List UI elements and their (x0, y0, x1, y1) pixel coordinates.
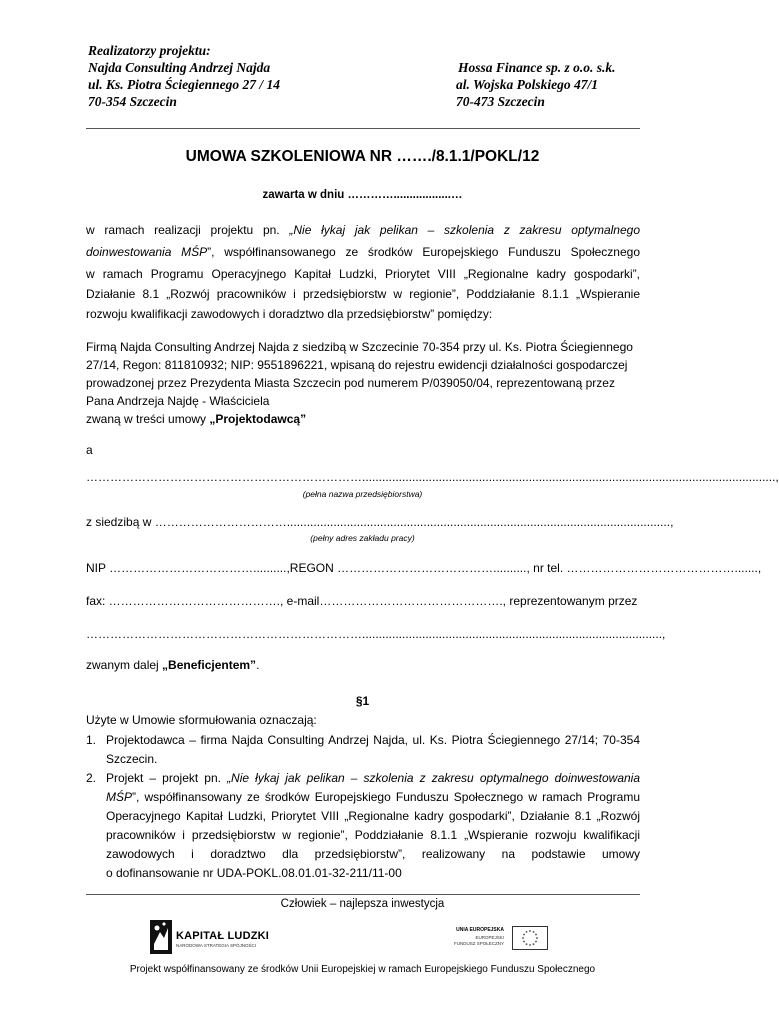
party1-line-2: 27/14, Regon: 811810932; NIP: 9551896221, wpisaną do rejestru ewidencji działalności gospodarczej (86, 358, 628, 372)
item-1-line-1: Projektodawca – firma Najda Consulting Andrzej Najda, ul. Ks. Piotra Ściegiennego 27/14; 70-354 (106, 733, 640, 747)
eu-subtitle-2: FUNDUSZ SPOŁECZNY (453, 941, 504, 946)
and-word: a (86, 443, 93, 457)
nip-regon-phone-field[interactable]: NIP ………………………………..........,REGON ………………………………….........., nr tel. ……………………………………......., (86, 561, 762, 575)
item-1-number: 1. (86, 733, 97, 747)
item-1-line-2: Szczecin. (106, 752, 158, 766)
document-title: UMOWA SZKOLENIOWA NR ……./8.1.1/POKL/12 (185, 148, 540, 165)
item-2-line-1: Projekt – projekt pn. „Nie łykaj jak pelikan – szkolenia z zakresu optymalnego doinwestowania (106, 771, 641, 785)
header-left-name: Najda Consulting Andrzej Najda (88, 60, 271, 75)
item-2-line-2: MŚP”, współfinansowany ze środków Europejskiego Funduszu Społecznego w ramach Programu (106, 790, 640, 804)
intro-line-1: w ramach realizacji projektu pn. „Nie łykaj jak pelikan – szkolenia z zakresu optymalnego (86, 223, 640, 237)
header-right-street: al. Wojska Polskiego 47/1 (456, 77, 599, 92)
footer-divider (86, 894, 640, 895)
footer-slogan: Człowiek – najlepsza inwestycja (280, 898, 445, 910)
kapital-ludzki-logo (148, 918, 288, 956)
kapital-ludzki-title: KAPITAŁ LUDZKI (176, 930, 270, 942)
party1-line-4: Pana Andrzeja Najdę - Właściciela (86, 394, 270, 408)
item-2-line-3: Operacyjnego Kapitał Ludzki, Priorytet VIII „Regionalne kadry gospodarki”, Działanie 8.1 „Rozwój (106, 809, 640, 823)
eu-flag-icon (512, 926, 548, 950)
header-right-city: 70-473 Szczecin (456, 94, 545, 109)
footer-cofinancing-note: Projekt współfinansowany ze środków Unii Europejskiej w ramach Europejskiego Funduszu Społecznego (129, 964, 596, 975)
header-left-street: ul. Ks. Piotra Ściegiennego 27 / 14 (88, 77, 281, 92)
item-2-line-4: pracowników i przedsiębiorstw w regionie”, Poddziałanie 8.1.1 „Wspieranie rozwoju kwalifikacji (106, 828, 640, 842)
kapital-ludzki-subtitle: NARODOWA STRATEGIA SPÓJNOŚCI (176, 943, 257, 948)
address-caption: (pełny adres zakładu pracy) (310, 533, 415, 543)
intro-line-5: rozwoju kwalifikacji zawodowych i doradztwo dla przedsiębiorstw” pomiędzy: (86, 307, 493, 321)
seat-field[interactable]: z siedzibą w ……………………………..................................................................................................................., (86, 515, 674, 529)
fax-email-field[interactable]: fax: ……………………………………., e-mail………………………………………., reprezentowanym przez (86, 594, 638, 608)
representative-field[interactable]: …………………………………………………………….........................................................................................., (86, 627, 666, 641)
intro-line-3: w ramach Programu Operacyjnego Kapitał Ludzki, Priorytet VIII „Regionalne kadry gospodarki”, (86, 267, 640, 281)
eu-subtitle-1: EUROPEJSKI (475, 935, 504, 940)
company-name-field[interactable]: ……………………………………………………………............................................................................................................................, (86, 470, 779, 484)
eu-title: UNIA EUROPEJSKA (456, 927, 504, 933)
kapital-ludzki-emblem-icon (150, 920, 172, 954)
item-2-line-6: o dofinansowanie nr UDA-POKL.08.01.01-32-211/11-00 (106, 866, 402, 880)
company-name-caption: (pełna nazwa przedsiębiorstwa) (302, 489, 423, 499)
section-intro: Użyte w Umowie sformułowania oznaczają: (86, 713, 317, 727)
item-2-line-5: zawodowych i doradztwo dla przedsiębiorstw”, realizowany na podstawie umowy (106, 847, 640, 861)
party1-line-3: prowadzonej przez Prezydenta Miasta Szczecin pod numerem P/039050/04, reprezentowaną przez (86, 376, 615, 390)
item-2-number: 2. (86, 771, 97, 785)
header-divider (86, 128, 640, 129)
intro-line-4: Działanie 8.1 „Rozwój pracowników i przedsiębiorstw w regionie”, Poddziałanie 8.1.1 „Wspieranie (86, 287, 640, 301)
header-right-name: Hossa Finance sp. z o.o. s.k. (458, 60, 616, 75)
eu-logo (446, 924, 550, 952)
intro-line-2: doinwestowania MŚP”, współfinansowanego ze środków Europejskiego Funduszu Społecznego (86, 245, 640, 259)
party1-line-5: zwaną w treści umowy „Projektodawcą” (86, 412, 307, 426)
section-number: §1 (355, 694, 370, 708)
beneficiary-clause: zwanym dalej „Beneficjentem”. (86, 658, 260, 672)
header-left-city: 70-354 Szczecin (88, 94, 177, 109)
concluded-date: zawarta w dniu …………..................… (262, 189, 463, 201)
party1-line-1: Firmą Najda Consulting Andrzej Najda z siedzibą w Szczecinie 70-354 przy ul. Ks. Piotra Ściegiennego (86, 340, 633, 354)
header-label: Realizatorzy projektu: (88, 43, 211, 58)
